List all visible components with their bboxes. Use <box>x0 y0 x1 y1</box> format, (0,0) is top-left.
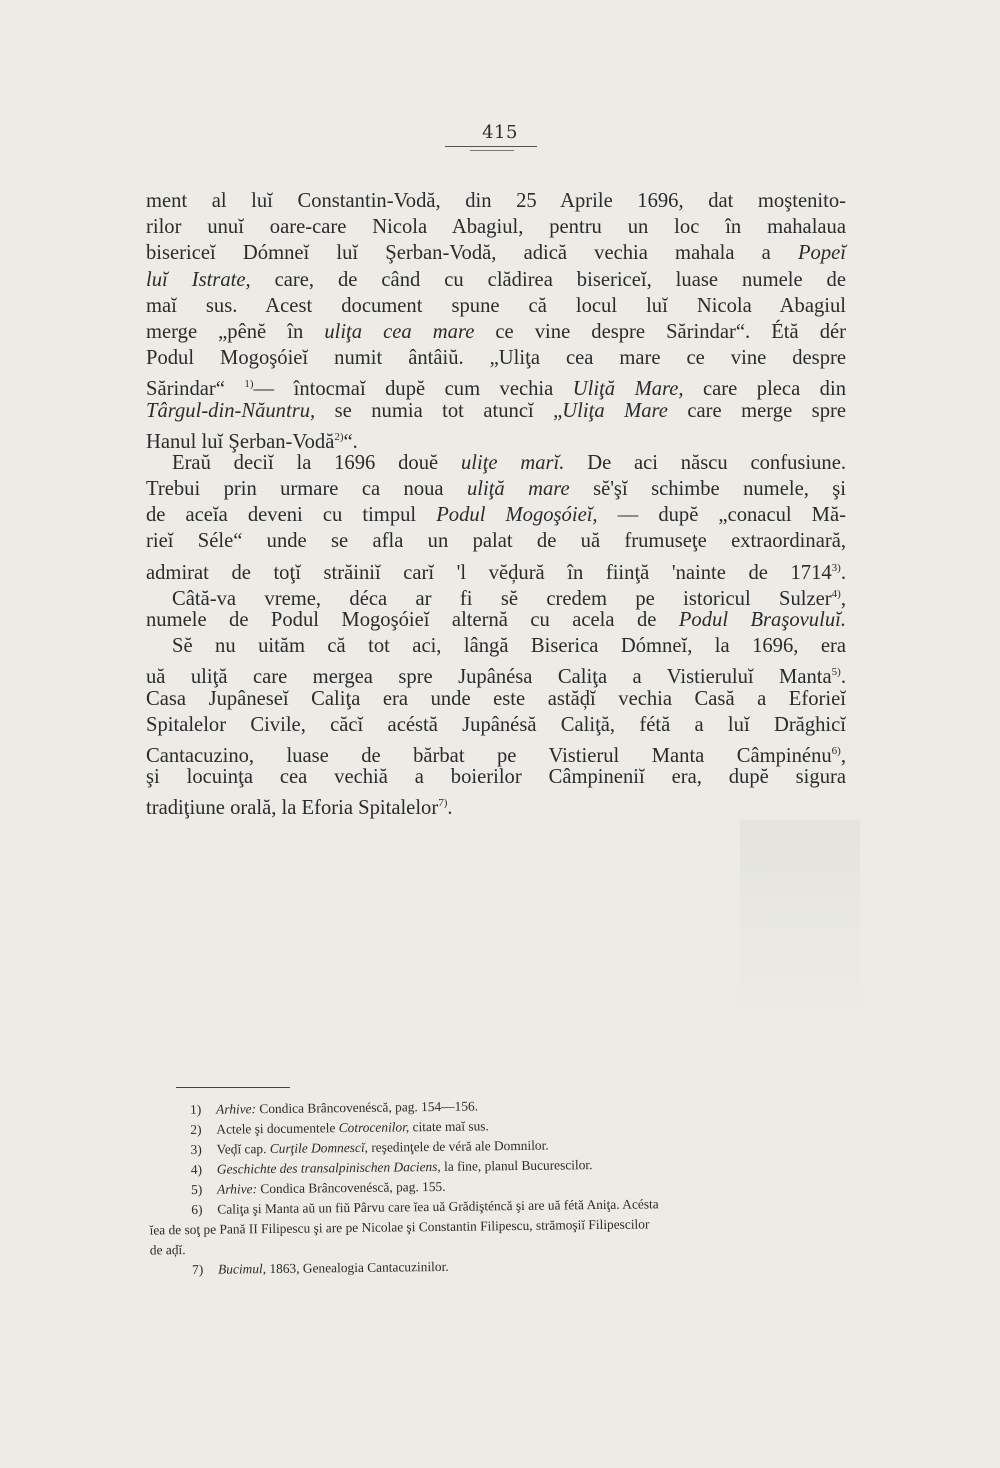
text-line <box>146 659 846 689</box>
text-run: rieĭ Séle“ unde se afla un palat de uă frumuseţe extraordinară, <box>146 530 846 553</box>
text-line <box>146 319 846 345</box>
text-run: reşedinţele de véră ale Domnilor. <box>367 1137 549 1155</box>
italic-run: Uliţa Mare <box>562 399 668 422</box>
text-line <box>146 607 846 633</box>
text-run: Condica Brâncovenéscă, pag. 154—156. <box>255 1098 479 1117</box>
text-run: . <box>447 797 453 820</box>
footnote-ref: 6) <box>831 744 841 757</box>
italic-run: uliţe marĭ. <box>460 451 565 474</box>
italic-run: Târgul-din-Năuntru, <box>146 399 316 422</box>
footnote-ref: 5) <box>831 666 841 679</box>
italic-run: Podul Mogoşóieĭ, <box>436 504 598 527</box>
text-line <box>146 214 846 240</box>
text-run: de aḑĭ. <box>149 1242 186 1258</box>
footnote-number: 2) <box>190 1121 202 1137</box>
text-line <box>146 293 846 319</box>
text-run: Podul Mogoşóieĭ numit ântâiŭ. „Uliţa cea mare ce vine despre <box>146 347 846 370</box>
text-run: admirat de toţĭ străiniĭ carĭ 'l vĕḑură în fiinţă 'nainte de 1714 <box>146 561 832 584</box>
italic-run: uliţa cea mare <box>324 320 475 343</box>
text-run: şi locuinţa cea vechiă a boierilor Câmpineniĭ era, dupĕ sigura <box>146 766 846 789</box>
italic-run: Bucimul, <box>217 1261 267 1277</box>
text-run: De aci născu confusiune. <box>564 451 846 474</box>
text-line <box>146 555 846 584</box>
footnotes <box>149 1092 852 1280</box>
text-run: Casa Jupâneseĭ Caliţa era unde este astăḑĭ vechia Casă a Eforieĭ <box>146 687 846 710</box>
footnote-number: 6) <box>191 1201 203 1217</box>
text-run: Sărindar“ <box>146 378 245 401</box>
text-line <box>146 764 846 790</box>
text-run: Actele şi documentele <box>216 1120 339 1137</box>
text-run: ĭea de soţ pe Pană II Filipescu şi are pe Nicolae şi Constantin Filipescu, strămoşiĭ Filipescilor <box>149 1216 650 1238</box>
footnote-number: 1) <box>190 1101 202 1117</box>
italic-run: Popeĭ <box>797 242 846 265</box>
text-run: ment al luĭ Constantin-Vodă, din 25 Aprile 1696, dat moştenito- <box>146 190 846 212</box>
text-line <box>146 188 846 214</box>
italic-run: Podul Braşovuluĭ. <box>678 609 846 631</box>
text-line <box>146 686 846 712</box>
main-text <box>146 188 846 820</box>
footnote-ref: 7) <box>438 797 448 810</box>
italic-run: Curţile Domnescĭ, <box>269 1139 369 1157</box>
text-run: 1863, Genealogia Cantacuzinilor. <box>265 1258 449 1277</box>
text-run: Condica Brâncovenéscă, pag. 155. <box>256 1178 446 1197</box>
text-run: Sĕ nu uităm că tot aci, lângă Biserica Dómneĭ, la 1696, era <box>172 635 846 658</box>
footnote-ref: 1) <box>244 378 254 391</box>
text-run: bisericeĭ Dómneĭ luĭ Şerban-Vodă, adică vechia mahala a <box>146 242 798 265</box>
italic-run: Arhive: <box>216 1181 258 1197</box>
text-run: la fine, planul Bucurescilor. <box>440 1157 593 1174</box>
text-run: sĕ'şĭ schimbe numele, şi <box>569 478 846 501</box>
text-line <box>146 371 846 401</box>
text-run: merge „pênĕ în <box>146 320 325 343</box>
text-run: care, de când cu clădirea bisericeĭ, luase numele de <box>250 268 846 291</box>
text-run: numele de Podul Mogoşóieĭ alternă cu acela de <box>146 609 679 631</box>
footnote-number: 7) <box>191 1261 204 1277</box>
text-run: , <box>840 744 846 767</box>
footnote-ref: 2) <box>334 430 344 443</box>
text-run: tradiţiune orală, la Eforia Spitalelor <box>146 797 439 820</box>
text-line <box>146 790 846 820</box>
text-run: Cantacuzino, luase de bărbat pe Vistierul Manta Câmpinénu <box>146 744 832 767</box>
text-line <box>146 240 846 266</box>
text-run: de aceĭa deveni cu timpul <box>146 504 437 527</box>
footnote-ref: 4) <box>831 587 841 600</box>
text-run: uă uliţă care mergea spre Jupânésa Caliţa a Vistieruluĭ Manta <box>146 666 832 689</box>
page-number: 415 <box>482 122 518 143</box>
bleed-through-shadow <box>740 820 860 1020</box>
text-run: “. <box>343 430 358 453</box>
italic-run: Cotrocenilor, <box>338 1119 410 1136</box>
text-run: care pleca din <box>683 378 846 401</box>
text-run: , <box>840 587 846 610</box>
footnote-number: 5) <box>191 1181 203 1197</box>
text-run: Hanul luĭ Şerban-Vodă <box>146 430 335 453</box>
italic-run: Uliţă Mare, <box>572 378 684 401</box>
text-run: — întocmaĭ dupĕ cum vechia <box>253 378 573 401</box>
text-line <box>146 633 846 659</box>
text-line <box>146 424 846 453</box>
text-run: Spitalelor Civile, căcĭ acéstă Jupânésă Caliţă, fétă a luĭ Drăghicĭ <box>146 713 846 736</box>
header-rule-short <box>470 150 514 151</box>
text-run: Câtă-va vreme, déca ar fi sĕ credem pe istoricul Sulzer <box>172 587 832 610</box>
text-run: . <box>840 666 846 689</box>
text-line <box>146 581 846 610</box>
italic-run: Geschichte des transalpinischen Daciens, <box>216 1158 441 1177</box>
text-line <box>146 398 846 424</box>
italic-run: Arhive: <box>216 1101 257 1117</box>
text-run: citate maĭ sus. <box>409 1118 489 1135</box>
text-run: Caliţa şi Manta aŭ un fiŭ Pârvu care ĭea uă Grădişténcă şi are uă fétă Aniţa. Acésta <box>217 1196 659 1217</box>
text-run: . <box>840 561 846 584</box>
text-run: care merge spre <box>667 399 846 422</box>
text-line <box>146 738 846 767</box>
text-run: rilor unuĭ oare-care Nicola Abagiul, pentru un loc în mahalaua <box>146 216 846 239</box>
text-run: maĭ sus. Acest document spune că locul luĭ Nicola Abagiul <box>146 294 846 317</box>
footnote-number: 4) <box>190 1161 203 1177</box>
text-run: Veḑĭ cap. <box>216 1141 270 1157</box>
italic-run: uliţă mare <box>466 478 570 501</box>
text-run: — dupĕ „conacul Mă- <box>597 504 846 527</box>
text-run: Eraŭ deciĭ la 1696 douĕ <box>172 451 461 474</box>
text-run: ce vine despre Sărindar“. Étă dér <box>474 320 846 343</box>
text-line <box>146 528 846 554</box>
footnote-number: 3) <box>190 1141 202 1157</box>
text-line <box>146 267 846 293</box>
footnote-rule <box>176 1087 290 1088</box>
text-line <box>146 502 846 528</box>
footnote-ref: 3) <box>831 561 841 574</box>
text-run: se numia tot atuncĭ „ <box>315 399 563 422</box>
header-rule <box>445 146 537 147</box>
text-line <box>146 345 846 371</box>
text-line <box>146 476 846 502</box>
text-line <box>146 450 846 476</box>
text-line <box>146 712 846 738</box>
italic-run: luĭ Istrate, <box>146 268 251 291</box>
text-run: Trebui prin urmare ca noua <box>146 478 467 501</box>
